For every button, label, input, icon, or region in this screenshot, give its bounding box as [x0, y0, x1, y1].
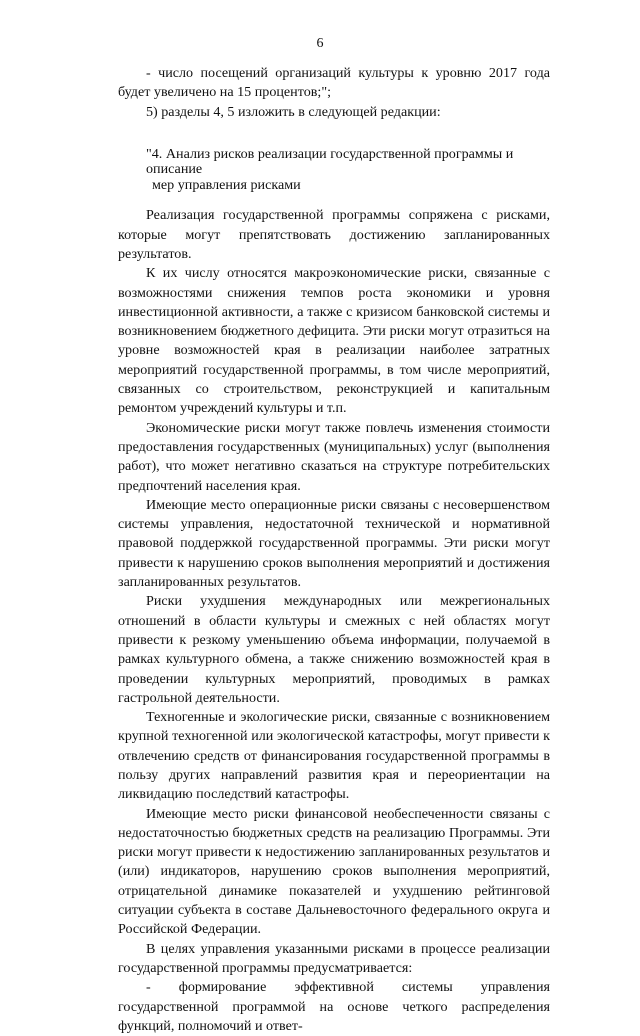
intro-paragraph-2: 5) разделы 4, 5 изложить в следующей редакции:: [146, 103, 441, 120]
body-paragraph: Имеющие место риски финансовой необеспеченности связаны с недостаточностью бюджетных средств на реализацию Программы. Эти риски могут привести к недостижению запланированных результатов и (или) индикаторов, нарушению сроков выполнения мероприятий, отрицательной динамике показателей и ухудшению рейтинговой ситуации субъекта в составе Дальневосточного федерального округа и Российской Федерации.: [118, 805, 550, 938]
body-paragraph: Техногенные и экологические риски, связанные с возникновением крупной техногенной или экологической катастрофы, могут привести к отвлечению средств от финансирования государственной программы в пользу других направлений развития края и переориентации на ликвидацию последствий катастрофы.: [118, 709, 550, 803]
intro-paragraph-1: - число посещений организаций культуры к уровню 2017 года будет увеличено на 15 процентов;";: [118, 65, 550, 101]
body-paragraph: Имеющие место операционные риски связаны с несовершенством системы управления, недостаточной технической и нормативной правовой поддержкой государственной программы. Эти риски могут привести к нарушению сроков выполнения мероприятий и достижения запланированных результатов.: [118, 496, 550, 591]
body-paragraph: Экономические риски могут также повлечь изменения стоимости предоставления государственных (муниципальных) услуг (выполнения работ), что может негативно сказаться на структуре потребительских предпочтений населения края.: [118, 419, 550, 494]
document-body: [118, 64, 550, 1036]
body-paragraph: Риски ухудшения международных или межрегиональных отношений в области культуры и смежных с ней областях могут привести к резкому уменьшению объема информации, получаемой в рамках культурного обмена, а также снижению возможностей края в проведении культурных мероприятий, проводимых в рамках гастрольной деятельности.: [118, 593, 550, 706]
body-paragraph: К их числу относятся макроэкономические риски, связанные с возможностями снижения темпов роста экономики и уровня инвестиционной активности, а также с кризисом банковской системы и возникновением бюджетного дефицита. Эти риски могут отразиться на уровне возможностей края в реализации наиболее затратных мероприятий государственной программы, в том числе мероприятий, связанных со строительством, реконструкцией и капитальным ремонтом учреждений культуры и т.п.: [118, 265, 550, 417]
section-heading-line-2: мер управления рисками: [152, 176, 301, 193]
body-paragraph: В целях управления указанными рисками в процессе реализации государственной программы предусматривается:: [118, 940, 550, 976]
body-paragraph: - формирование эффективной системы управления государственной программой на основе четкого распределения функций, полномочий и ответ-: [118, 979, 550, 1034]
section-heading: [118, 147, 550, 194]
section-heading-line-1: "4. Анализ рисков реализации государственной программы и описание: [146, 145, 514, 178]
body-paragraph: Реализация государственной программы сопряжена с рисками, которые могут препятствовать достижению запланированных результатов.: [118, 207, 550, 262]
page-number: 6: [316, 36, 324, 51]
